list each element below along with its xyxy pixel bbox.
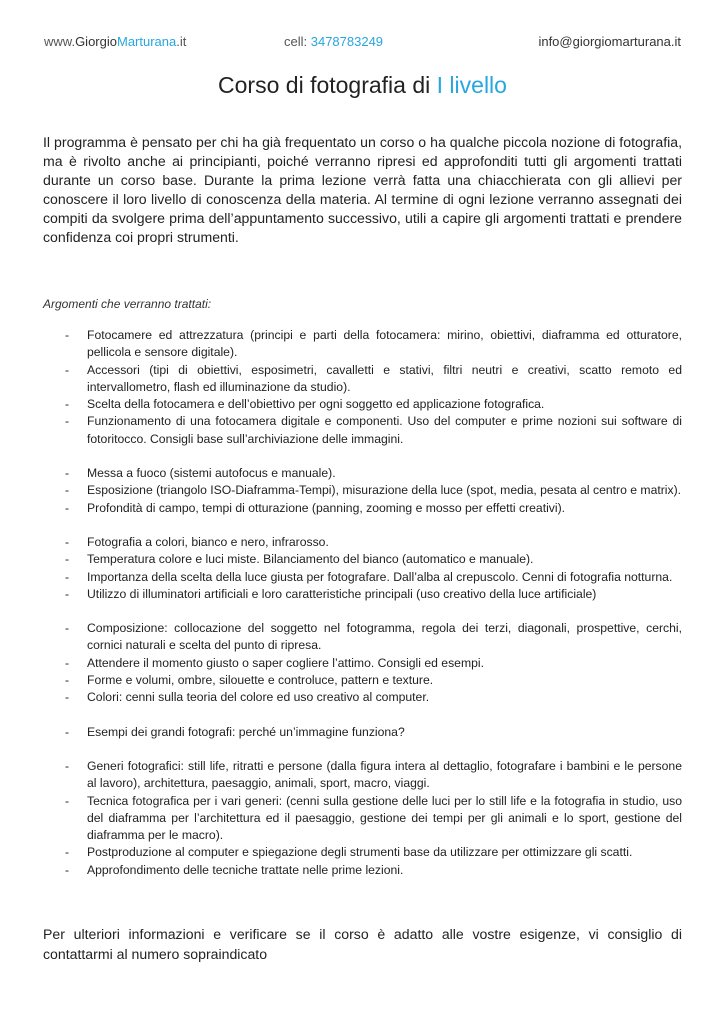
list-item: - Profondità di campo, tempi di otturazione (panning, zooming e mosso per effetti creativi).: [43, 500, 682, 517]
list-item: - Scelta della fotocamera e dell’obiettivo per ogni soggetto ed applicazione fotografica.: [43, 396, 682, 413]
list-item: - Importanza della scelta della luce giusta per fotografare. Dall’alba al crepuscolo. Cenni di fotografia notturna.: [43, 569, 682, 586]
site-prefix: www.: [44, 34, 76, 49]
phone-contact: [284, 34, 383, 49]
phone-number[interactable]: 3478783249: [310, 34, 384, 49]
list-item: - Postproduzione al computer e spiegazione degli strumenti base da utilizzare per ottimizzare gli scatti.: [43, 844, 682, 861]
closing-paragraph: Per ulteriori informazioni e verificare se il corso è adatto alle vostre esigenze, vi consiglio di contattarmi al numero sopraindicato: [43, 926, 682, 962]
title-main: Corso di fotografia di: [218, 72, 437, 98]
site-suffix: .it: [176, 34, 187, 49]
phone-label: cell:: [284, 34, 311, 49]
topics-label: Argomenti che verranno trattati:: [43, 297, 212, 311]
website-link[interactable]: [44, 34, 186, 49]
list-item: - Esempi dei grandi fotografi: perché un’immagine funziona?: [43, 724, 682, 741]
list-item: - Temperatura colore e luci miste. Bilanciamento del bianco (automatico e manuale).: [43, 551, 682, 568]
list-item: - Approfondimento delle tecniche trattate nelle prime lezioni.: [43, 862, 682, 879]
list-item: - Messa a fuoco (sistemi autofocus e manuale).: [43, 465, 682, 482]
site-name-last: Marturana: [116, 34, 177, 49]
list-item: - Funzionamento di una fotocamera digitale e componenti. Uso del computer e prime nozioni sui software di fotoritocco. Consigli base sull’archiviazione delle immagini.: [43, 413, 682, 448]
title-level: I livello: [436, 72, 507, 98]
list-item: - Composizione: collocazione del soggetto nel fotogramma, regola dei terzi, diagonali, prospettive, cerchi, cornici naturali e scelta del punto di ripresa.: [43, 620, 682, 655]
list-item: - Colori: cenni sulla teoria del colore ed uso creativo al computer.: [43, 689, 682, 706]
list-item: - Accessori (tipi di obiettivi, esposimetri, cavalletti e stativi, filtri neutri e creativi, scatto remoto ed intervallometro, flash ed illuminazione da studio).: [43, 362, 682, 397]
topics-list: [43, 327, 682, 879]
page-title: [0, 72, 725, 99]
site-name-first: Giorgio: [75, 34, 117, 49]
intro-paragraph: Il programma è pensato per chi ha già frequentato un corso o ha qualche piccola nozione di fotografia, ma è rivolto anche ai principianti, poiché verranno ripresi ed approfonditi tutti gli argomenti trattati durante un corso base. Durante la prima lezione verrà fatta una chiacchierata con gli allievi per conoscere il loro livello di conoscenza della materia. Al termine di ogni lezione verranno assegnati dei compiti da svolgere prima dell’appuntamento successivo, utili a capire gli argomenti trattati e prendere confidenza coi propri strumenti.: [43, 134, 682, 245]
list-item: - Fotografia a colori, bianco e nero, infrarosso.: [43, 534, 682, 551]
list-item: - Forme e volumi, ombre, silouette e controluce, pattern e texture.: [43, 672, 682, 689]
list-item: - Generi fotografici: still life, ritratti e persone (dalla figura intera al dettaglio, fotografare i bambini e le persone al lavoro), architettura, paesaggio, animali, sport, macro, viaggi.: [43, 758, 682, 793]
list-item: - Attendere il momento giusto o saper cogliere l’attimo. Consigli ed esempi.: [43, 655, 682, 672]
email-link[interactable]: info@giorgiomarturana.it: [538, 34, 681, 49]
list-item: - Esposizione (triangolo ISO-Diaframma-Tempi), misurazione della luce (spot, media, pesata al centro e matrix).: [43, 482, 682, 499]
list-item: - Tecnica fotografica per i vari generi: (cenni sulla gestione delle luci per lo still life e la fotografia in studio, uso del diaframma per l’architettura ed il paesaggio, gestione dei tempi per gli animali e lo sport, gestione del diaframma per le macro).: [43, 793, 682, 845]
list-item: - Utilizzo di illuminatori artificiali e loro caratteristiche principali (uso creativo della luce artificiale): [43, 586, 682, 603]
page-header: [44, 34, 681, 52]
list-item: - Fotocamere ed attrezzatura (principi e parti della fotocamera: mirino, obiettivi, diaframma ed otturatore, pellicola e sensore digitale).: [43, 327, 682, 362]
